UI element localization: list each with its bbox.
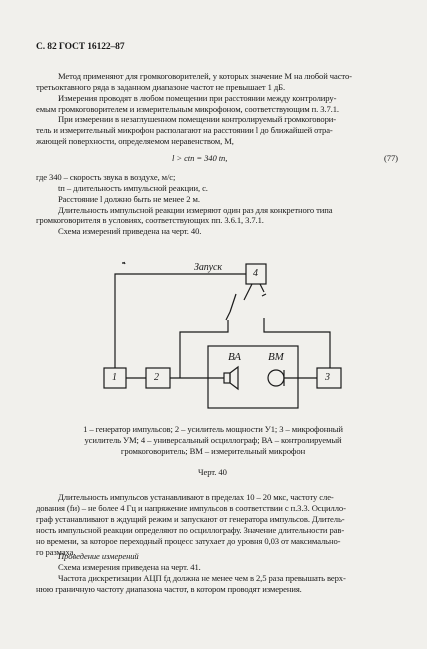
formula-number: (77) bbox=[384, 153, 398, 163]
paragraph-line: но времени, за которое переходный процесс затухает до уровня 0,03 от максимально- bbox=[36, 536, 341, 546]
where-line: tп – длительность импульсной реакции, с. bbox=[58, 183, 208, 193]
paragraph-line: Длительность импульсов устанавливают в пределах 10 – 20 мкс, частоту сле- bbox=[58, 492, 334, 502]
paragraph-line: Длительность импульсной реакции измеряют один раз для конкретного типа bbox=[58, 205, 333, 215]
switch-arm bbox=[230, 294, 236, 312]
speaker-cone bbox=[230, 367, 238, 389]
paragraph-line: третьоктавного ряда в заданном диапазоне частот не превышает 1 дБ. bbox=[36, 82, 286, 92]
paragraph-line: нюю граничную частоту диапазона частот, в котором проводят измерения. bbox=[36, 584, 302, 594]
diagram-mark bbox=[122, 262, 125, 264]
trigger-label: Запуск bbox=[194, 262, 222, 273]
page-header: С. 82 ГОСТ 16122–87 bbox=[36, 42, 125, 52]
figure-caption-line: громкоговоритель; ВМ – измерительный микрофон bbox=[120, 446, 306, 456]
box-3-label: 3 bbox=[325, 372, 330, 383]
box-1-label: 1 bbox=[112, 372, 117, 383]
paragraph-line: Измерения проводят в любом помещении при расстоянии между контролиру- bbox=[58, 93, 337, 103]
speaker-label: ВА bbox=[228, 351, 241, 363]
paragraph-line: дования (fи) – не более 4 Гц и напряжение импульсов в соответствии с п.3.3. Осцилло- bbox=[36, 503, 346, 513]
switch-contact-right bbox=[262, 294, 266, 296]
microphone-label: ВМ bbox=[268, 351, 284, 363]
where-line: Расстояние l должно быть не менее 2 м. bbox=[58, 194, 200, 204]
paragraph-line: ность импульсной реакции определяют по осциллографу. Значение длительности рав- bbox=[36, 525, 345, 535]
paragraph-line: тель и измерительный микрофон располагают на расстоянии l до ближайшей отра- bbox=[36, 125, 333, 135]
paragraph-line: Метод применяют для громкоговорителей, у которых значение M на любой часто- bbox=[58, 71, 352, 81]
switch-lead-left bbox=[244, 284, 252, 300]
paragraph-line: Схема измерения приведена на черт. 41. bbox=[58, 562, 201, 572]
paragraph-line: го размаха. bbox=[36, 547, 76, 557]
paragraph-line: граф устанавливают в ждущий режим и запускают от генератора импульсов. Длитель- bbox=[36, 514, 345, 524]
paragraph-line: Частота дискретизации АЦП fд должна не менее чем в 2,5 раза превышать верх- bbox=[58, 573, 346, 583]
paragraph-line: Схема измерений приведена на черт. 40. bbox=[58, 226, 202, 236]
paragraph-line: жающей поверхности, определяемом неравенством, M, bbox=[36, 136, 234, 146]
paragraph-line: емым громкоговорителем и измерительным микрофоном, соответствующим п. 3.7.1. bbox=[36, 104, 339, 114]
formula: l > ctп = 340 tп, bbox=[172, 153, 228, 163]
paragraph-line: При измерении в незаглушенном помещении контролируемый громкоговори- bbox=[58, 114, 337, 124]
figure-caption-line: 1 – генератор импульсов; 2 – усилитель мощности У1; 3 – микрофонный bbox=[83, 424, 343, 434]
where-line: где 340 – скорость звука в воздухе, м/с; bbox=[36, 172, 176, 182]
speaker-body bbox=[224, 373, 230, 383]
box-2-label: 2 bbox=[154, 372, 159, 383]
microphone bbox=[268, 370, 284, 386]
section-heading: Проведение измерений bbox=[58, 551, 139, 561]
wire-switch-left bbox=[180, 320, 228, 378]
box-4-label: 4 bbox=[253, 268, 258, 279]
paragraph-line: громкоговорителя в условиях, соответствующих пп. 3.6.1, 3.7.1. bbox=[36, 215, 264, 225]
switch-lead-right bbox=[260, 284, 264, 292]
figure-label: Черт. 40 bbox=[198, 467, 227, 477]
figure-caption-line: усилитель УМ; 4 – универсальный осциллограф; ВА – контролируемый bbox=[84, 435, 342, 445]
switch-contact-left bbox=[226, 312, 230, 320]
